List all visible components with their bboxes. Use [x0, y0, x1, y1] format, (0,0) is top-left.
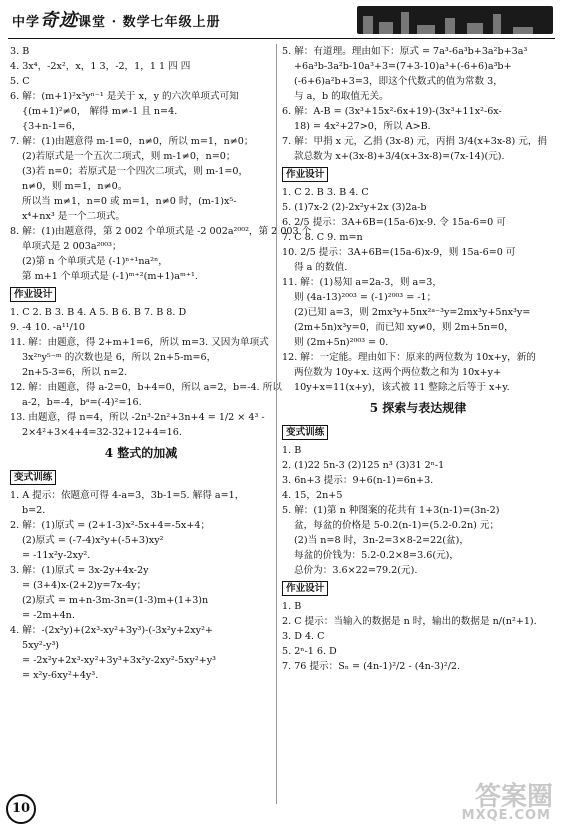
answer-line: 3. D 4. C: [282, 631, 325, 642]
answer-line: a-2，b=-4，bᵃ=(-4)²=16.: [22, 397, 142, 408]
answer-line: b=2.: [22, 505, 46, 516]
answer-line: 6. 解：A-B = (3x³+15x²-6x+19)-(3x³+11x²-6x-: [282, 106, 502, 117]
answer-line: 18) = 4x²+27>0，所以 A>B.: [294, 121, 431, 132]
answer-line: 7. 解：甲捐 x 元，乙捐 (3x-8) 元，丙捐 3/4(x+3x-8) 元，捐: [282, 136, 548, 147]
answer-line: 10. 2/5 提示：3A+6B=(15a-6)x-9，则 15a-6=0 可: [282, 247, 516, 258]
section-box: [10, 467, 272, 488]
brand-big: 奇迹: [40, 10, 79, 31]
answer-line: 4. 3x⁴，-2x²，x，1 3，-2，1，1 1 四 四: [10, 61, 191, 72]
column-divider: [276, 44, 277, 804]
answer-line: 12. 解：由题意，得 a-2=0，b+4=0，所以 a=2，b=-4. 所以: [10, 382, 282, 393]
answer-line: 1. B: [282, 601, 302, 612]
answer-line: 8. 解：(1)由题意得，第 2 002 个单项式是 -2 002a²⁰⁰²，第 2 003 个: [10, 226, 312, 237]
answer-line: (2m+5n)x³y=0，而已知 xy≠0，则 2m+5n=0，: [294, 322, 514, 333]
answer-line: 13. 由题意，得 n=4，所以 -2n³-2n²+3n+4 = 1/2 × 4³ -: [10, 412, 265, 423]
answer-line: 盆，每盆的价格是 5-0.2(n-1)=(5.2-0.2n) 元；: [294, 520, 500, 531]
answer-line: = -2x²y+2x³-xy²+3y³+3x²y-2xy²-5xy²+y³: [22, 655, 217, 666]
answer-line: 6. 解：(m+1)²x³yⁿ⁻¹ 是关于 x，y 的六次单项式可知: [10, 91, 239, 102]
answer-line: (2)第 n 个单项式是 (-1)ⁿ⁺¹na²ⁿ，: [22, 256, 168, 267]
section-box: [10, 284, 272, 305]
answer-line: 5. C: [10, 76, 30, 87]
answer-line: 2. C 提示：当输入的数据是 n 时，输出的数据是 n/(n²+1).: [282, 616, 537, 627]
answer-line: 3. B: [10, 46, 30, 57]
answer-line: 3. 解：(1)原式 = 3x-2y+4x-2y: [10, 565, 149, 576]
answer-line: 总价为：3.6×22=79.2(元).: [294, 565, 418, 576]
section-box: [282, 578, 554, 599]
answer-line: 3x²ⁿy⁵⁻ᵐ 的次数也是 6，所以 2n+5-m=6，: [22, 352, 217, 363]
answer-line: 5. (1)7x-2 (2)-2x²y+2x (3)2a-b: [282, 202, 427, 213]
answer-line: 6. 2/5 提示：3A+6B=(15a-6)x-9. 令 15a-6=0 可: [282, 217, 506, 228]
answer-line: (2)原式 = m+n-3m-3n=(1-3)m+(1+3)n: [22, 595, 209, 606]
header-banner-image: [357, 6, 553, 34]
watermark-logo: 答案圈: [474, 782, 553, 812]
answer-line: 11. 解：由题意，得 2+m+1=6，所以 m=3. 又因为单项式: [10, 337, 269, 348]
section-box-label: 变式训练: [282, 425, 328, 440]
answer-line: 1. C 2. B 3. B 4. A 5. B 6. B 7. B 8. D: [10, 307, 187, 318]
answer-line: 12. 解：一定能。理由如下：原来的两位数为 10x+y，新的: [282, 352, 536, 363]
answer-line: n≠0，则 m=1，n≠0。: [22, 181, 128, 192]
answer-line: 2. (1)22 5n-3 (2)125 n³ (3)31 2ⁿ-1: [282, 460, 445, 471]
answer-line: = x²y-6xy²+4y³.: [22, 670, 99, 681]
answer-line: +6a³b-3a²b-10a³+3=(7+3-10)a³+(-6+6)a³b+: [294, 61, 512, 72]
right-column: [282, 44, 554, 674]
page-number: 10: [6, 794, 36, 824]
answer-line: 10y+x=11(x+y)，该式被 11 整除之后等于 x+y.: [294, 382, 510, 393]
answer-line: (3)若 n=0；若原式是一个四次二项式，则 m-1=0，: [22, 166, 249, 177]
section-box-label: 作业设计: [282, 581, 328, 596]
answer-line: 则 (2m+5n)²⁰⁰³ = 0.: [294, 337, 389, 348]
answer-line: (2)若原式是一个五次二项式，则 m-1≠0，n=0；: [22, 151, 236, 162]
page-header: [0, 0, 563, 40]
answer-line: 5. 解：有道理。理由如下：原式 = 7a³-6a³b+3a²b+3a³: [282, 46, 528, 57]
answer-line: 4. 解：-(2x²y)+(2x³-xy²+3y³)-(-3x²y+2xy²+: [10, 625, 213, 636]
answer-line: (2)已知 a=3，则 2mx³y+5nx²ᵃ⁻³y=2mx³y+5nx³y=: [294, 307, 531, 318]
section-box-label: 作业设计: [282, 167, 328, 182]
answer-line: 3. 6n+3 提示：9+6(n-1)=6n+3.: [282, 475, 434, 486]
answer-line: 2×4²+3×4+4=32-32+12+4=16.: [22, 427, 182, 438]
answer-line: (-6+6)a²b+3=3，即这个代数式的值为常数 3，: [294, 76, 503, 87]
answer-line: 7. 解：(1)由题意得 m-1=0，n≠0，所以 m=1，n≠0；: [10, 136, 254, 147]
answer-line: {(m+1)²≠0， 解得 m≠-1 且 n=4.: [22, 106, 178, 117]
answer-line: x⁴+nx³ 是一个二项式。: [22, 211, 125, 222]
section-box-label: 变式训练: [10, 470, 56, 485]
answer-line: (2)原式 = (-7-4)x²y+(-5+3)xy²: [22, 535, 164, 546]
answer-line: 两位数为 10y+x. 这两个两位数之和为 10x+y+: [294, 367, 502, 378]
section-title: 4 整式的加减: [104, 446, 178, 460]
answer-line: 7. C 8. C 9. m=n: [282, 232, 363, 243]
answer-line: 2n+5-3=6，所以 n=2.: [22, 367, 128, 378]
answer-line: 2. 解：(1)原式 = (2+1-3)x²-5x+4=-5x+4；: [10, 520, 211, 531]
answer-line: 则 (4a-13)²⁰⁰³ = (-1)²⁰⁰³ = -1；: [294, 292, 437, 303]
answer-line: {3+n-1=6，: [22, 121, 82, 132]
section-box: [282, 422, 554, 443]
answer-line: 4. 15，2n+5: [282, 490, 343, 501]
answer-line: 与 a，b 的取值无关。: [294, 91, 389, 102]
answer-line: 第 m+1 个单项式是 (-1)ᵐ⁺²(m+1)aᵐ⁺¹.: [22, 271, 198, 282]
answer-line: 7. 76 提示：Sₙ = (4n-1)²/2 - (4n-3)²/2.: [282, 661, 461, 672]
answer-line: 1. C 2. B 3. B 4. C: [282, 187, 369, 198]
answer-line: 5. 2ⁿ-1 6. D: [282, 646, 337, 657]
answer-line: 5. 解：(1)第 n 种图案的花共有 1+3(n-1)=(3n-2): [282, 505, 500, 516]
answer-line: 11. 解：(1)易知 a=2a-3，则 a=3，: [282, 277, 442, 288]
answer-line: 9. -4 10. -a¹¹/10: [10, 322, 85, 333]
answer-line: (2)当 n=8 时，3n-2=3×8-2=22(盆)，: [294, 535, 469, 546]
answer-line: = -2m+4n.: [22, 610, 75, 621]
book-brand: [12, 6, 221, 32]
answer-line: 款总数为 x+(3x-8)+3/4(x+3x-8)=(7x-14)(元).: [294, 151, 505, 162]
answer-line: = (3+4)x-(2+2)y=7x-4y；: [22, 580, 147, 591]
answer-line: 1. B: [282, 445, 302, 456]
answer-line: = -11x²y-2xy².: [22, 550, 91, 561]
answer-line: 单项式是 2 003a²⁰⁰³；: [22, 241, 122, 252]
answer-line: 5xy²-y³): [22, 640, 60, 651]
watermark-url: MXQE.COM: [461, 808, 551, 823]
section-title: 5 探索与表达规律: [369, 401, 467, 415]
answer-line: 所以当 m≠1，n=0 或 m=1，n≠0 时，(m-1)x⁵-: [22, 196, 237, 207]
brand-suffix: 课堂: [78, 15, 107, 30]
header-rule: [8, 38, 555, 39]
book-subtitle: · 数学七年级上册: [111, 15, 221, 30]
section-box-label: 作业设计: [10, 287, 56, 302]
section-box: [282, 164, 554, 185]
answer-line: 1. A 提示：依题意可得 4-a=3，3b-1=5. 解得 a=1，: [10, 490, 245, 501]
answer-line: 每盆的价钱为：5.2-0.2×8=3.6(元)，: [294, 550, 460, 561]
answer-line: 得 a 的数值.: [294, 262, 348, 273]
brand-prefix: 中学: [12, 15, 41, 30]
